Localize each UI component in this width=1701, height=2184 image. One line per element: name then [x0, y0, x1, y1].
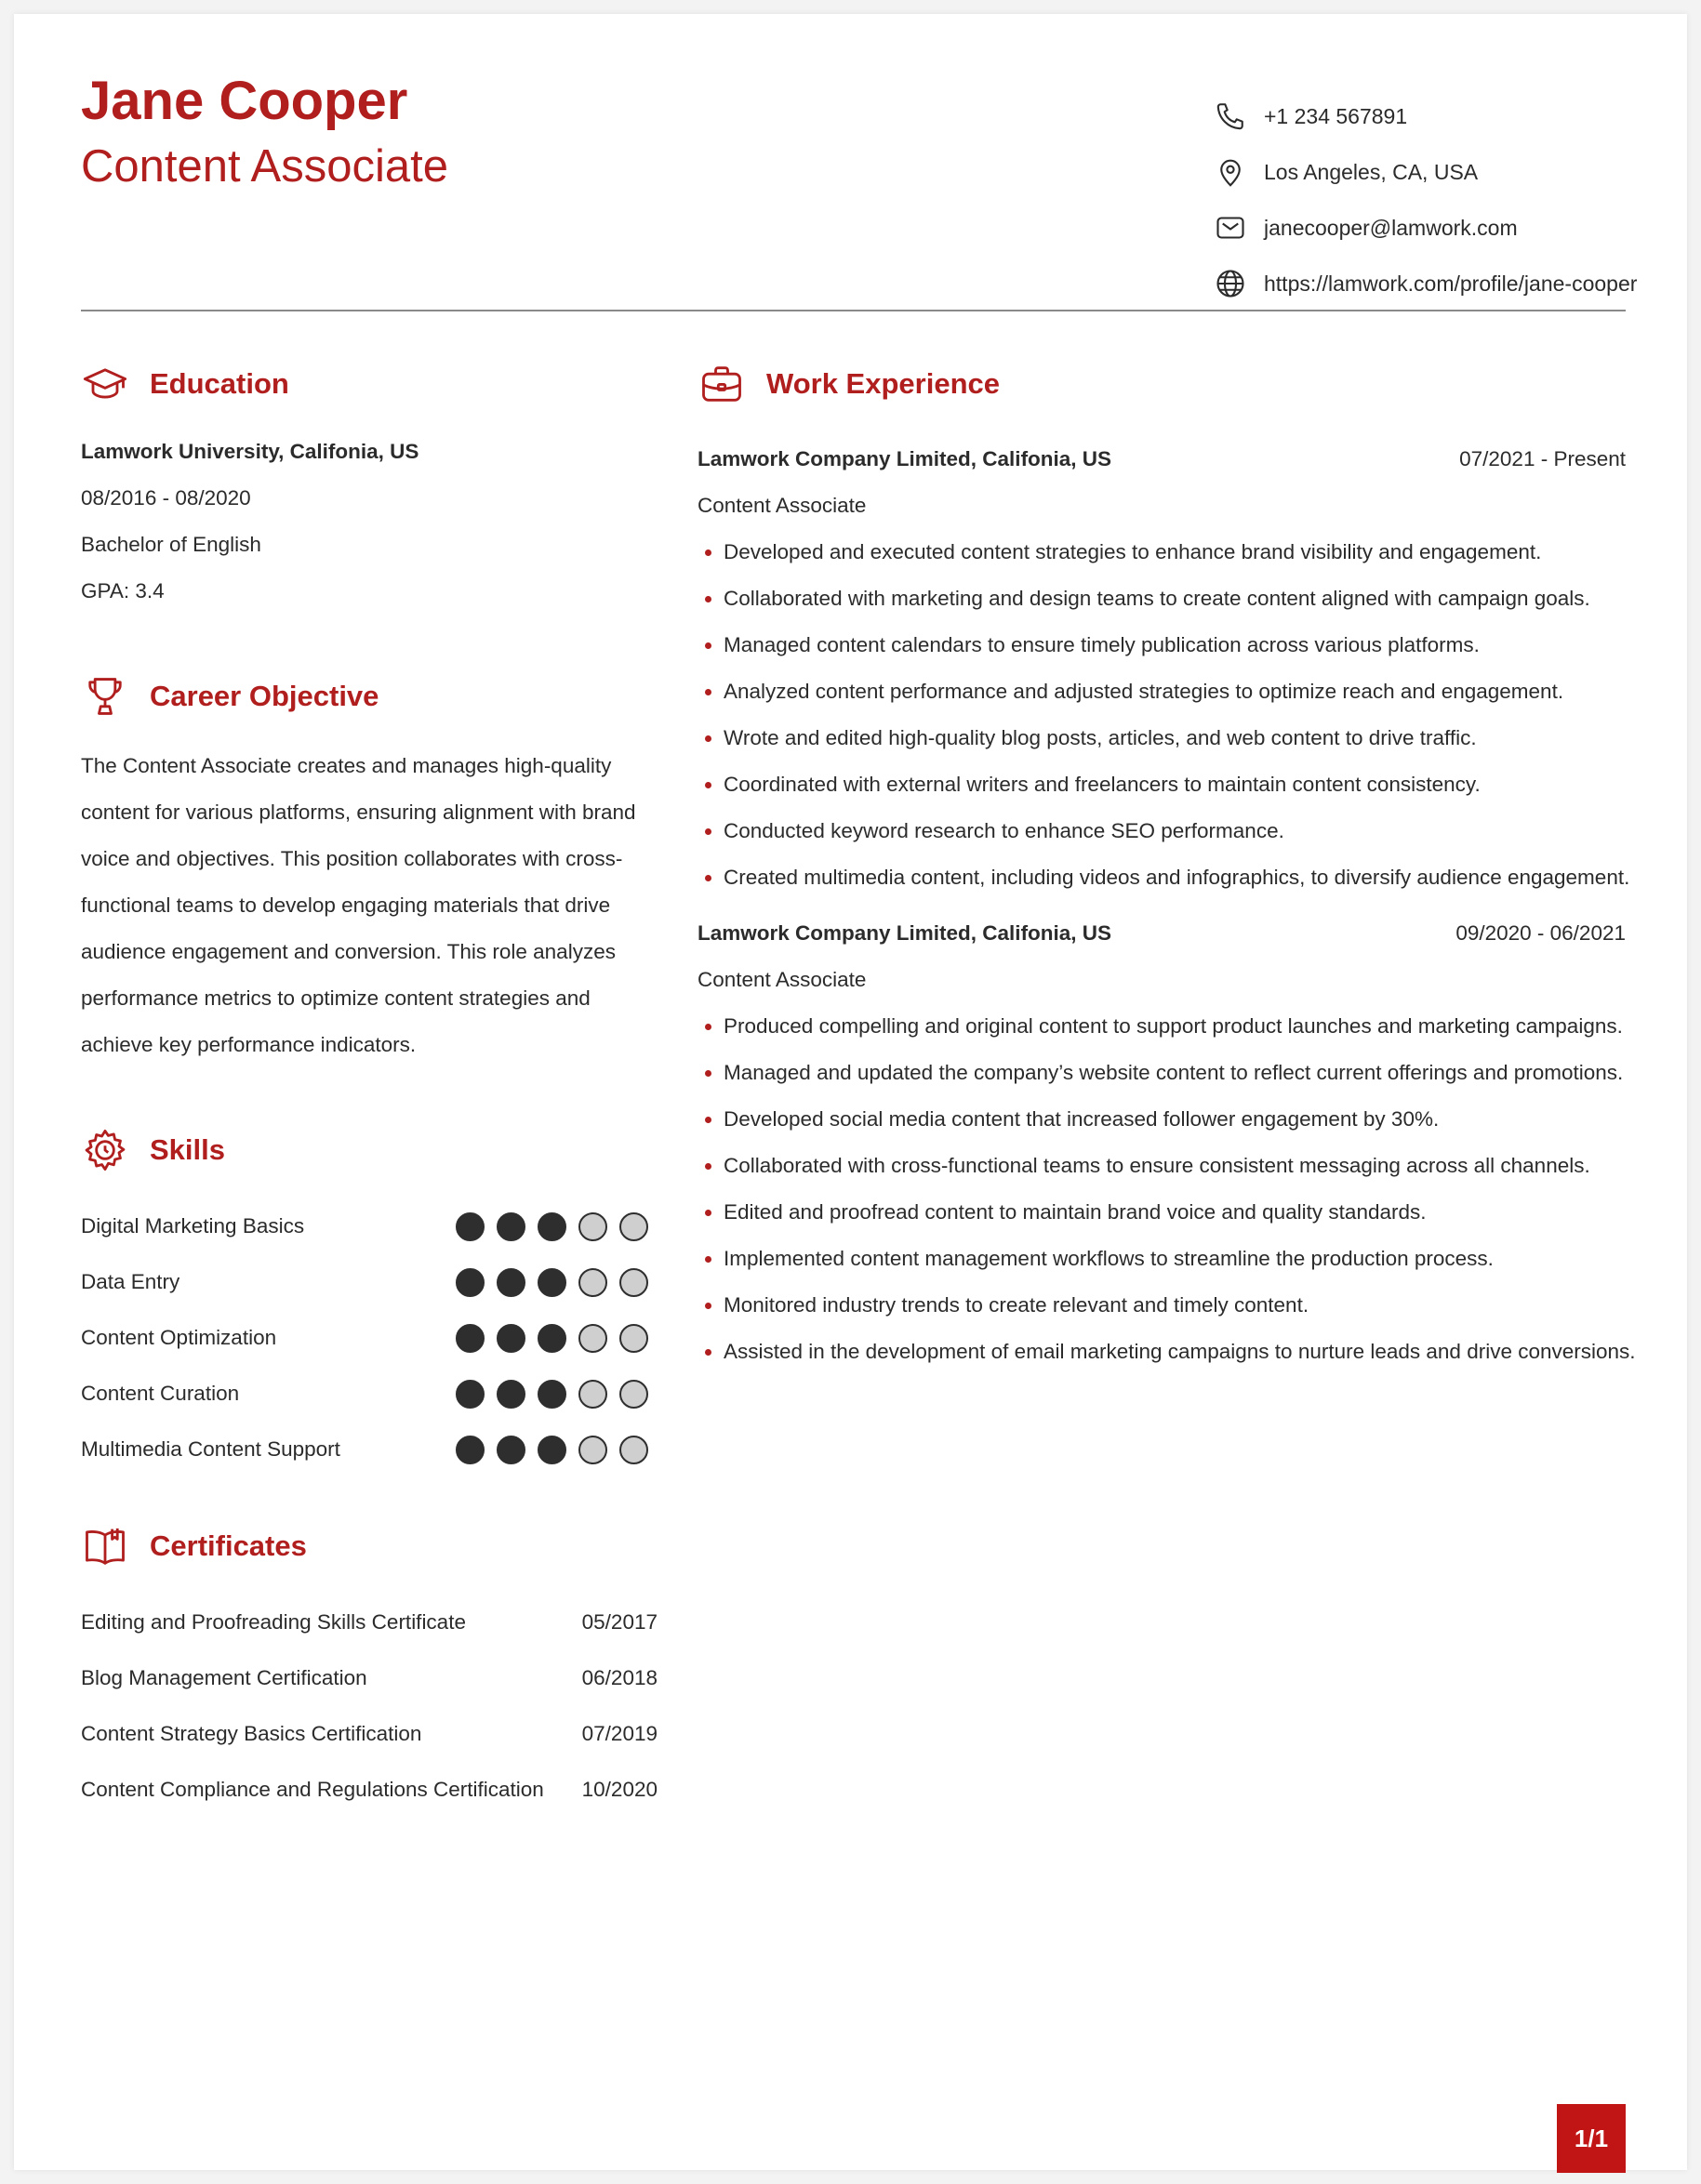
website-link[interactable]: https://lamwork.com/profile/jane-cooper: [1264, 271, 1638, 296]
job-role: Content Associate: [698, 494, 867, 517]
gpa: GPA: 3.4: [81, 579, 165, 602]
objective-line: The Content Associate creates and manages high-quality: [81, 754, 612, 777]
company-name: Lamwork Company Limited, Califonia, US: [698, 921, 1112, 945]
job-bullet: Produced compelling and original content to support product launches and marketing campaigns.: [698, 1003, 1626, 1050]
certificate-row: [81, 1762, 658, 1818]
certificates-heading: [81, 1522, 307, 1570]
skill-dot-filled: [497, 1324, 525, 1353]
header-divider: [81, 310, 1626, 311]
job-bullet: Analyzed content performance and adjusted strategies to optimize reach and engagement.: [698, 668, 1626, 715]
skill-dot-filled: [497, 1436, 525, 1464]
skill-dot-filled: [538, 1212, 566, 1241]
phone-text: +1 234 567891: [1264, 103, 1408, 128]
objective-line: content for various platforms, ensuring alignment with brand: [81, 801, 636, 824]
education-dates: 08/2016 - 08/2020: [81, 486, 251, 510]
work-title: Work Experience: [766, 367, 1000, 400]
skill-dot-filled: [456, 1268, 485, 1297]
job-dates: 09/2020 - 06/2021: [1455, 921, 1626, 945]
skill-dot-empty: [619, 1268, 648, 1297]
skill-rating: [444, 1380, 648, 1409]
job-bullet: Conducted keyword research to enhance SEO performance.: [698, 808, 1626, 854]
gear-icon: [81, 1126, 129, 1174]
job-bullet: Collaborated with cross-functional teams to ensure consistent messaging across all channels.: [698, 1143, 1626, 1189]
job-bullet: Implemented content management workflows to streamline the production process.: [698, 1236, 1626, 1282]
job-bullet: Managed content calendars to ensure timely publication across various platforms.: [698, 622, 1626, 668]
skill-dot-filled: [456, 1324, 485, 1353]
graduation-cap-icon: [81, 360, 129, 408]
skill-rating: [444, 1212, 648, 1241]
skill-dot-filled: [538, 1436, 566, 1464]
skill-name: Digital Marketing Basics: [81, 1214, 305, 1238]
phone-icon: [1214, 99, 1247, 133]
skill-dot-empty: [619, 1212, 648, 1241]
resume-page: [14, 14, 1687, 2170]
skill-dot-filled: [456, 1436, 485, 1464]
certificate-name: Content Compliance and Regulations Certification: [81, 1778, 544, 1801]
skill-dot-filled: [497, 1212, 525, 1241]
certificate-row: [81, 1706, 658, 1762]
school-name: Lamwork University, Califonia, US: [81, 440, 419, 463]
contact-location: [1214, 144, 1651, 200]
skill-dot-empty: [578, 1436, 607, 1464]
certificate-date: 10/2020: [581, 1778, 658, 1801]
skill-row: [81, 1254, 648, 1310]
skill-dot-empty: [578, 1324, 607, 1353]
certificate-date: 07/2019: [581, 1722, 658, 1745]
skills-heading: [81, 1126, 225, 1174]
skill-dot-empty: [619, 1380, 648, 1409]
skill-row: [81, 1310, 648, 1366]
page-indicator: 1/1: [1557, 2104, 1626, 2173]
objective-line: functional teams to develop engaging materials that drive: [81, 893, 611, 917]
contact-website: [1214, 256, 1651, 311]
objective-text: [81, 743, 648, 1068]
job-entry: [698, 910, 1636, 1375]
skill-dot-filled: [538, 1324, 566, 1353]
objective-line: performance metrics to optimize content strategies and: [81, 986, 591, 1010]
email-icon: [1214, 211, 1247, 245]
skill-dot-filled: [497, 1380, 525, 1409]
job-bullet: Coordinated with external writers and freelancers to maintain content consistency.: [698, 761, 1626, 808]
job-bullet: Created multimedia content, including videos and infographics, to diversify audience engagement.: [698, 854, 1626, 901]
company-name: Lamwork Company Limited, Califonia, US: [698, 447, 1112, 470]
skill-rating: [444, 1436, 648, 1464]
job-bullets: [698, 1003, 1636, 1375]
job-bullet: Monitored industry trends to create relevant and timely content.: [698, 1282, 1626, 1329]
certificates-title: Certificates: [150, 1529, 307, 1562]
objective-heading: [81, 672, 379, 721]
job-bullet: Developed social media content that increased follower engagement by 30%.: [698, 1096, 1626, 1143]
certificate-date: 05/2017: [581, 1610, 658, 1634]
contact-email: [1214, 200, 1651, 256]
job-bullet: Collaborated with marketing and design teams to create content aligned with campaign goals.: [698, 576, 1626, 622]
candidate-title: Content Associate: [81, 141, 448, 192]
degree: Bachelor of English: [81, 533, 261, 556]
skill-name: Multimedia Content Support: [81, 1437, 340, 1461]
certificate-date: 06/2018: [581, 1666, 658, 1689]
skill-rating: [444, 1268, 648, 1297]
job-dates: 07/2021 - Present: [1459, 447, 1626, 470]
candidate-name: Jane Cooper: [81, 71, 408, 131]
work-heading: [698, 360, 1000, 408]
job-bullet: Developed and executed content strategies to enhance brand visibility and engagement.: [698, 529, 1626, 576]
book-icon: [81, 1522, 129, 1570]
certificate-row: [81, 1650, 658, 1706]
skill-row: [81, 1198, 648, 1254]
skill-dot-empty: [578, 1380, 607, 1409]
certificate-name: Editing and Proofreading Skills Certificate: [81, 1610, 466, 1634]
job-bullet: Managed and updated the company’s website content to reflect current offerings and promotions.: [698, 1050, 1626, 1096]
education-title: Education: [150, 367, 289, 400]
education-entry: [81, 436, 658, 622]
job-bullet: Wrote and edited high-quality blog posts, articles, and web content to drive traffic.: [698, 715, 1626, 761]
objective-line: voice and objectives. This position collaborates with cross-: [81, 847, 623, 870]
certificates-list: [81, 1595, 658, 1818]
education-heading: [81, 360, 289, 408]
globe-icon: [1214, 267, 1247, 300]
certificate-row: [81, 1595, 658, 1650]
skill-row: [81, 1422, 648, 1477]
email-text[interactable]: janecooper@lamwork.com: [1264, 215, 1518, 240]
skill-name: Content Optimization: [81, 1326, 277, 1349]
skill-dot-filled: [456, 1380, 485, 1409]
certificate-name: Blog Management Certification: [81, 1666, 367, 1689]
skill-dot-empty: [619, 1436, 648, 1464]
skill-rating: [444, 1324, 648, 1353]
contact-phone: [1214, 88, 1651, 144]
job-bullets: [698, 529, 1630, 901]
job-bullet: Assisted in the development of email marketing campaigns to nurture leads and drive conversions.: [698, 1329, 1626, 1375]
skill-name: Data Entry: [81, 1270, 180, 1293]
skill-dot-filled: [456, 1212, 485, 1241]
job-role: Content Associate: [698, 968, 867, 991]
skill-dot-filled: [497, 1268, 525, 1297]
briefcase-icon: [698, 360, 746, 408]
skill-dot-filled: [538, 1268, 566, 1297]
skill-name: Content Curation: [81, 1382, 240, 1405]
skill-dot-filled: [538, 1380, 566, 1409]
location-text: Los Angeles, CA, USA: [1264, 159, 1479, 184]
contact-list: [1214, 88, 1651, 311]
skills-title: Skills: [150, 1133, 225, 1166]
job-header: [698, 910, 1626, 957]
job-entry: [698, 436, 1630, 901]
skill-dot-empty: [619, 1324, 648, 1353]
job-header: [698, 436, 1626, 483]
certificate-name: Content Strategy Basics Certification: [81, 1722, 422, 1745]
trophy-icon: [81, 672, 129, 721]
objective-line: achieve key performance indicators.: [81, 1033, 417, 1056]
objective-title: Career Objective: [150, 680, 379, 712]
skill-dot-empty: [578, 1212, 607, 1241]
job-bullet: Edited and proofread content to maintain brand voice and quality standards.: [698, 1189, 1626, 1236]
skill-row: [81, 1366, 648, 1422]
skill-dot-empty: [578, 1268, 607, 1297]
skills-list: [81, 1198, 648, 1477]
objective-line: audience engagement and conversion. This role analyzes: [81, 940, 616, 963]
location-icon: [1214, 155, 1247, 189]
work-list: [698, 436, 1636, 1375]
